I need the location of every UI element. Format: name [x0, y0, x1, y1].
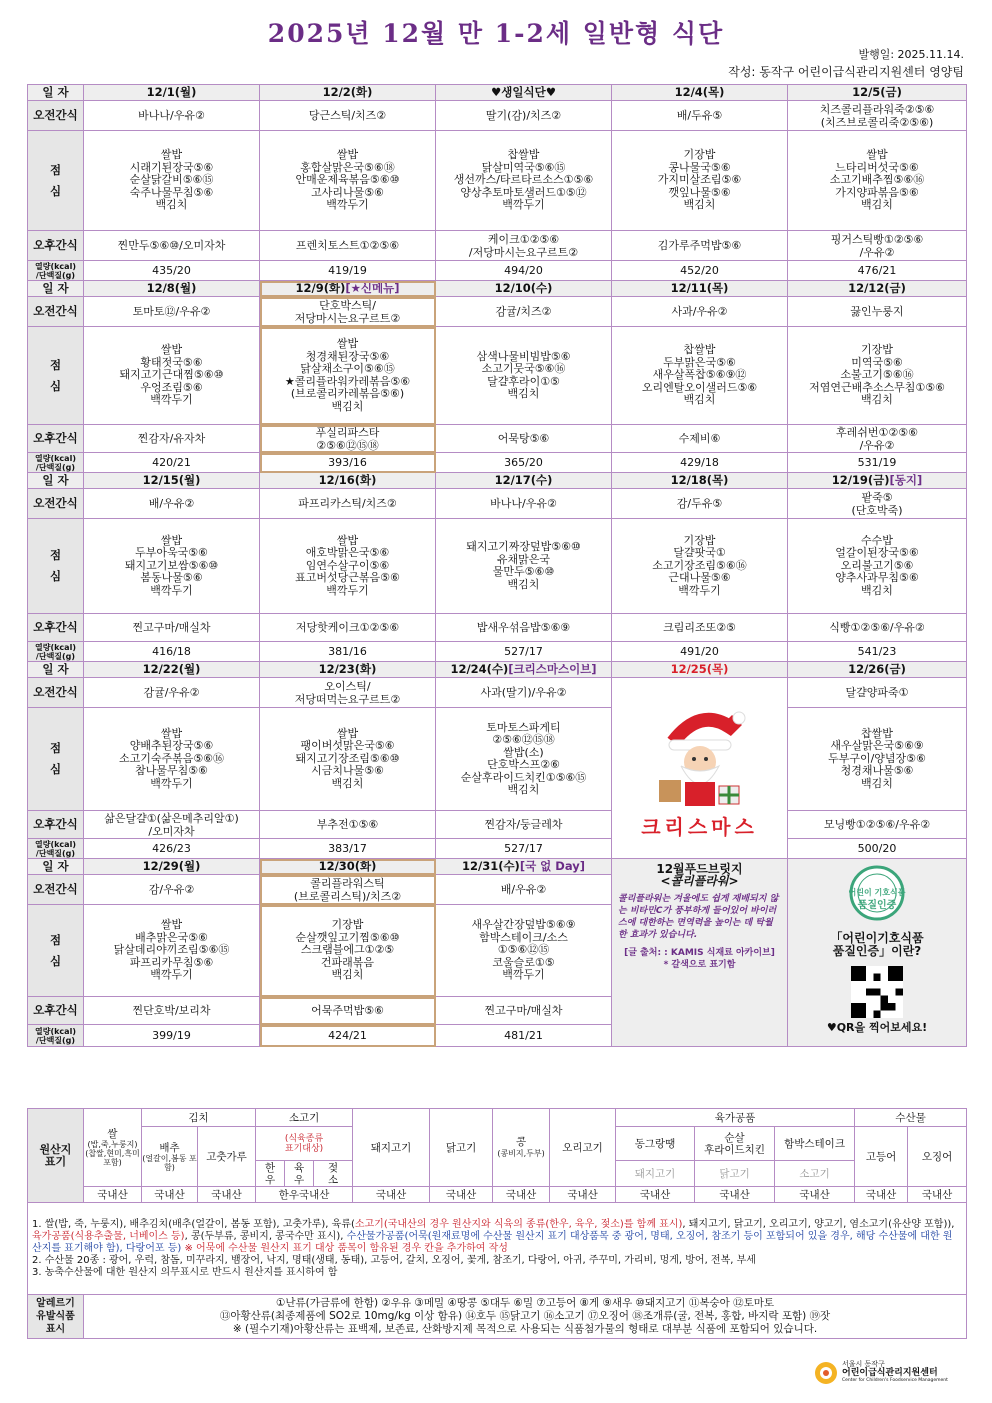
- lunch-menu: 기장밥 순살깻잎고기찜⑤⑥⑩ 스크램블에그①②⑤ 건파래볶음 백김치: [260, 905, 436, 997]
- day-label: 12/9(화): [295, 281, 346, 295]
- day-header: [788, 473, 967, 489]
- lunch-menu: 돼지고기짜장덮밥⑤⑥⑩ 유채맑은국 물만두⑤⑥⑩ 백김치: [436, 519, 612, 614]
- nutrition-value: 399/19: [84, 1025, 260, 1047]
- nutrition-value: 416/18: [84, 642, 260, 662]
- nutrition-value: 531/19: [788, 453, 967, 473]
- day-header: 12/15(월): [84, 473, 260, 489]
- lunch-menu: 쌀밥 두부아욱국⑤⑥ 돼지고기보쌈⑤⑥⑩ 봄동나물⑤⑥ 백깍두기: [84, 519, 260, 614]
- logo-english: Center for Children's Foodservice Management: [842, 1378, 948, 1383]
- origin-label: 원산지 표기: [28, 1109, 84, 1203]
- am-snack: 감/두유⑤: [612, 489, 788, 519]
- am-snack: 오이스틱/ 저당떠먹는요구르트②: [260, 678, 436, 708]
- nutrition-value: 424/21: [260, 1025, 436, 1047]
- pm-snack: 후레쉬번①②⑤⑥ /우유②: [788, 425, 967, 453]
- pm-snack: 어묵탕⑤⑥: [436, 425, 612, 453]
- bean-header: 콩 (콩비지,두부): [493, 1109, 550, 1187]
- food-bridge-note: * 갈색으로 표기함: [663, 960, 736, 970]
- row-label-am: 오전간식: [28, 875, 84, 905]
- pm-snack: 크림리조또②⑤: [612, 614, 788, 642]
- qr-hint: ♥QR을 찍어보세요!: [826, 1021, 928, 1034]
- row-label-day: 일 자: [28, 85, 84, 101]
- nutrition-value: 383/17: [260, 839, 436, 859]
- pm-snack: 저당핫케이크①②⑤⑥: [260, 614, 436, 642]
- origin-table: [27, 1108, 967, 1339]
- day-header: 12/1(월): [84, 85, 260, 101]
- row-label-day: 일 자: [28, 859, 84, 875]
- nutrition-value: 420/21: [84, 453, 260, 473]
- am-snack: 감귤/우유②: [84, 678, 260, 708]
- am-snack: 당근스틱/치즈②: [260, 101, 436, 131]
- day-label: 12/31(수): [461, 859, 520, 873]
- nutrition-value: 393/16: [260, 453, 436, 473]
- row-label-lunch: 점 심: [28, 131, 84, 231]
- row-label-lunch: 점 심: [28, 905, 84, 997]
- pm-snack: 찐감자/둥글레차: [436, 811, 612, 839]
- nutrition-value: 435/20: [84, 261, 260, 281]
- row-label-pm: 오후간식: [28, 614, 84, 642]
- squid-header: 오징어: [908, 1127, 967, 1187]
- fried-chicken-source: 닭고기: [695, 1161, 775, 1187]
- day-header: [436, 662, 612, 678]
- am-snack: 토마토⑫/우유②: [84, 297, 260, 327]
- row-label-pm: 오후간식: [28, 231, 84, 261]
- row-label-nut: 열량(kcal) /단백질(g): [28, 1025, 84, 1047]
- origin-value: 국내산: [198, 1187, 256, 1203]
- row-label-lunch: 점 심: [28, 327, 84, 425]
- cabbage-header: 배추 (얼갈이,봄동 포함): [142, 1127, 198, 1187]
- lunch-menu: 쌀밥 청경채된장국⑤⑥ 닭살채소구이⑤⑥⑮ ★콜리플라워카레볶음⑤⑥ (브로콜리카레볶음⑤⑥) 백김치: [260, 327, 436, 425]
- pm-snack: 삶은달걀①(삶은메추리알①) /오미자차: [84, 811, 260, 839]
- pm-snack: 케이크①②⑤⑥ /저당마시는요구르트②: [436, 231, 612, 261]
- cert-question-2: 품질인증」이란?: [832, 944, 922, 958]
- pm-snack: 찐고구마/매실차: [436, 997, 612, 1025]
- food-bridge-box: [612, 859, 788, 1047]
- donggrang-source: 돼지고기: [616, 1161, 695, 1187]
- food-bridge-title: 12월푸드브릿지: [656, 862, 743, 876]
- origin-value: 국내산: [84, 1187, 142, 1203]
- santa-illustration: [645, 702, 755, 812]
- pm-snack: 찐단호박/보리차: [84, 997, 260, 1025]
- chicken-header: 닭고기: [430, 1109, 493, 1187]
- day-header: [436, 859, 612, 875]
- origin-value: 국내산: [908, 1187, 967, 1203]
- am-snack: 배/우유②: [84, 489, 260, 519]
- row-label-am: 오전간식: [28, 101, 84, 131]
- day-header: 12/16(화): [260, 473, 436, 489]
- badge-text: 품질인증: [857, 900, 897, 911]
- am-snack: 감귤/치즈②: [436, 297, 612, 327]
- row-label-nut: 열량(kcal) /단백질(g): [28, 839, 84, 859]
- origin-value: 국내산: [142, 1187, 198, 1203]
- food-bridge-subtitle: <콜리플라워>: [660, 874, 739, 888]
- food-bridge-text: 콜리플라워는 겨울에도 쉽게 재배되지 않는 비타민C가 풍부하게 들어있어 바이러스에 대한하는 면역력을 높이는 데 탁월한 효과가 있습니다.: [618, 894, 779, 940]
- nutrition-value: 527/17: [436, 839, 612, 859]
- day-header: 12/10(수): [436, 281, 612, 297]
- pm-snack: 푸실리파스타 ②⑤⑥⑫⑮⑱: [260, 425, 436, 453]
- origin-value: 한우국내산: [256, 1187, 353, 1203]
- lunch-menu: 쌀밥 애호박맑은국⑤⑥ 임연수살구이⑤⑥ 표고버섯당근볶음⑤⑥ 백깍두기: [260, 519, 436, 614]
- day-header: 12/11(목): [612, 281, 788, 297]
- day-header: 12/22(월): [84, 662, 260, 678]
- row-label-nut: 열량(kcal) /단백질(g): [28, 453, 84, 473]
- pm-snack: 어묵주먹밥⑤⑥: [260, 997, 436, 1025]
- row-label-nut: 열량(kcal) /단백질(g): [28, 642, 84, 662]
- pork-header: 돼지고기: [353, 1109, 430, 1187]
- beef-header: 소고기: [256, 1109, 353, 1127]
- lunch-menu: 수수밥 얼갈이된장국⑤⑥ 오리불고기⑤⑥ 양추사과무침⑤⑥ 백김치: [788, 519, 967, 614]
- beef-sub-header: (식육종류 표기대상): [256, 1127, 353, 1161]
- nutrition-value: 426/23: [84, 839, 260, 859]
- pm-snack: 부추전①⑤⑥: [260, 811, 436, 839]
- hambak-source: 소고기: [775, 1161, 855, 1187]
- origin-value: 국내산: [550, 1187, 616, 1203]
- meat-products-header: 육가공품: [616, 1109, 855, 1127]
- nutrition-value: 541/23: [788, 642, 967, 662]
- pm-snack: 김가루주먹밥⑤⑥: [612, 231, 788, 261]
- row-label-day: 일 자: [28, 281, 84, 297]
- am-snack: 바나나/우유②: [436, 489, 612, 519]
- allergy-info: ①난류(가금류에 한함) ②우유 ③메밀 ④땅콩 ⑤대두 ⑥밀 ⑦고등어 ⑧게 ⑨새우 ⑩돼지고기 ⑪복숭아 ⑫토마토 ⑬아황산류(최종제품에 SO2로 10mg/kg 이상 함유) ⑭호두 ⑮닭고기 ⑯소고기 ⑰오징어 ⑱조개류(굴, 전복, 홍합, 바지락 포함) ⑲잣 ※ (필수기재)아황산류는 표백제, 보존료, 산화방지제 목적으로 사용되는 식품첨가물의 형태로 대부분 식품에 포함되어 있습니다.: [84, 1295, 967, 1339]
- christmas-cell: [612, 678, 788, 859]
- lunch-menu: 기장밥 미역국⑤⑥ 소불고기⑤⑥⑯ 저염연근배추소스무침①⑤⑥ 백김치: [788, 327, 967, 425]
- day-header: ♥생일식단♥: [436, 85, 612, 101]
- pm-snack: 찐만두⑤⑥⑩/오미자차: [84, 231, 260, 261]
- nutrition-value: 476/21: [788, 261, 967, 281]
- hambak-header: 함박스테이크: [775, 1127, 855, 1161]
- menu-table: [27, 84, 967, 1047]
- lunch-menu: 쌀밥 양배추된장국⑤⑥ 소고기숙주볶음⑤⑥⑯ 참나물무침⑤⑥ 백깍두기: [84, 708, 260, 811]
- nutrition-value: 365/20: [436, 453, 612, 473]
- day-header: [260, 281, 436, 297]
- lunch-menu: 찹쌀밥 닭살미역국⑤⑥⑮ 생선까스/타르타르소스①⑤⑥ 양상추토마토샐러드①⑤⑫ 백깍두기: [436, 131, 612, 231]
- qr-code-icon[interactable]: [851, 966, 903, 1018]
- lunch-menu: 찹쌀밥 새우살맑은국⑤⑥⑨ 두부구이/양념장⑤⑥ 청경채나물⑤⑥ 백김치: [788, 708, 967, 811]
- page-title: 2025년 12월 만 1-2세 일반형 식단: [267, 19, 725, 48]
- author-info: 작성: 동작구 어린이급식관리지원센터 영양팀: [728, 65, 964, 79]
- donggrang-header: 동그랑땡: [616, 1127, 695, 1161]
- lunch-menu: 찹쌀밥 두부맑은국⑤⑥ 새우살폭찹⑤⑥⑨⑫ 오리엔탈오이샐러드⑤⑥ 백김치: [612, 327, 788, 425]
- am-snack: 딸기(감)/치즈②: [436, 101, 612, 131]
- yukwoo-header: 육 우: [285, 1161, 314, 1187]
- pm-snack: 찐감자/유자차: [84, 425, 260, 453]
- row-label-am: 오전간식: [28, 678, 84, 708]
- day-tag: [동지]: [889, 473, 923, 487]
- row-label-pm: 오후간식: [28, 997, 84, 1025]
- lunch-menu: 기장밥 달걀팟국① 소고기장조림⑤⑥⑯ 근대나물⑤⑥ 백깍두기: [612, 519, 788, 614]
- row-label-pm: 오후간식: [28, 811, 84, 839]
- nutrition-value: 500/20: [788, 839, 967, 859]
- pm-snack: 식빵①②⑤⑥/우유②: [788, 614, 967, 642]
- am-snack: 사과/우유②: [612, 297, 788, 327]
- am-snack: 사과(딸기)/우유②: [436, 678, 612, 708]
- row-label-pm: 오후간식: [28, 425, 84, 453]
- nutrition-value: 491/20: [612, 642, 788, 662]
- origin-value: 국내산: [353, 1187, 430, 1203]
- day-tag: [국 없 Day]: [519, 859, 585, 873]
- kimchi-header: 김치: [142, 1109, 256, 1127]
- am-snack: 배/우유②: [436, 875, 612, 905]
- day-header: 12/2(화): [260, 85, 436, 101]
- christmas-label: 크리스마스: [641, 815, 758, 839]
- nutrition-value: 429/18: [612, 453, 788, 473]
- lunch-menu: 쌀밥 팽이버섯맑은국⑤⑥ 돼지고기장조림⑤⑥⑩ 시금치나물⑤⑥ 백김치: [260, 708, 436, 811]
- day-header: 12/26(금): [788, 662, 967, 678]
- hanwoo-header: 한 우: [256, 1161, 285, 1187]
- nutrition-value: 527/17: [436, 642, 612, 662]
- row-label-day: 일 자: [28, 662, 84, 678]
- center-logo: [812, 1360, 952, 1386]
- am-snack: 파프리카스틱/치즈②: [260, 489, 436, 519]
- origin-value: 국내산: [695, 1187, 775, 1203]
- pm-snack: 프렌치토스트①②⑤⑥: [260, 231, 436, 261]
- pm-snack: 찐고구마/매실차: [84, 614, 260, 642]
- nutrition-value: 419/19: [260, 261, 436, 281]
- day-header: 12/17(수): [436, 473, 612, 489]
- day-header: 12/23(화): [260, 662, 436, 678]
- am-snack: 달걀양파죽①: [788, 678, 967, 708]
- day-header: 12/5(금): [788, 85, 967, 101]
- issue-date: 발행일: 2025.11.14.: [858, 48, 964, 61]
- fried-chicken-header: 순살 후라이드치킨: [695, 1127, 775, 1161]
- day-tag: [크리스마스이브]: [508, 662, 597, 676]
- badge-sub: 어린이 기호식품: [848, 888, 906, 897]
- row-label-lunch: 점 심: [28, 519, 84, 614]
- dairy-header: 젖 소: [314, 1161, 353, 1187]
- origin-value: 국내산: [430, 1187, 493, 1203]
- center-logo-icon: [812, 1360, 842, 1386]
- logo-center-name: 어린이급식관리지원센터: [842, 1368, 938, 1378]
- row-label-am: 오전간식: [28, 297, 84, 327]
- origin-value: 국내산: [775, 1187, 855, 1203]
- pm-snack: 모닝빵①②⑤⑥/우유②: [788, 811, 967, 839]
- am-snack: 치즈콜리플라워죽②⑤⑥ (치즈브로콜리죽②⑤⑥): [788, 101, 967, 131]
- duck-header: 오리고기: [550, 1109, 616, 1187]
- pepper-header: 고춧가루: [198, 1127, 256, 1187]
- row-label-lunch: 점 심: [28, 708, 84, 811]
- day-label: 12/19(금): [831, 473, 890, 487]
- nutrition-value: 494/20: [436, 261, 612, 281]
- lunch-menu: 삼색나물비빔밥⑤⑥ 소고기뭇국⑤⑥⑯ 달걀후라이①⑤ 백김치: [436, 327, 612, 425]
- seafood-header: 수산물: [855, 1109, 967, 1127]
- am-snack: 감/우유②: [84, 875, 260, 905]
- lunch-menu: 토마토스파게티 ②⑤⑥⑫⑮⑱ 쌀밥(소) 단호박스프②⑥ 순살후라이드치킨①⑤⑥⑮ 백김치: [436, 708, 612, 811]
- lunch-menu: 쌀밥 느타리버섯국⑤⑥ 소고기배추찜⑤⑥⑯ 가지양파볶음⑤⑥ 백김치: [788, 131, 967, 231]
- day-header: 12/25(목): [612, 662, 788, 678]
- am-snack: 단호박스틱/ 저당마시는요구르트②: [260, 297, 436, 327]
- day-header: 12/8(월): [84, 281, 260, 297]
- certification-box: [788, 859, 967, 1047]
- am-snack: 콜리플라워스틱 (브로콜리스틱)/치즈②: [260, 875, 436, 905]
- day-header: 12/29(월): [84, 859, 260, 875]
- cert-question-1: 「어린이기호식품: [830, 931, 924, 945]
- food-bridge-source: [글 출처: : KAMIS 식재료 아카이브]: [624, 948, 775, 958]
- rice-header: 쌀 (밥,죽,누룽지) (찹쌀,현미,흑미 포함): [84, 1109, 142, 1187]
- pm-snack: 수제비⑥: [612, 425, 788, 453]
- logo-district: 서울시 동작구: [842, 1360, 885, 1368]
- am-snack: 끓인누룽지: [788, 297, 967, 327]
- row-label-am: 오전간식: [28, 489, 84, 519]
- am-snack: 배/두유⑤: [612, 101, 788, 131]
- lunch-menu: 쌀밥 시래기된장국⑤⑥ 순살닭갈비⑤⑥⑮ 숙주나물무침⑤⑥ 백김치: [84, 131, 260, 231]
- nutrition-value: 481/21: [436, 1025, 612, 1047]
- day-header: 12/18(목): [612, 473, 788, 489]
- origin-value: 국내산: [493, 1187, 550, 1203]
- day-header: 12/12(금): [788, 281, 967, 297]
- day-header: 12/30(화): [260, 859, 436, 875]
- am-snack: 바나나/우유②: [84, 101, 260, 131]
- pm-snack: 핑거스틱빵①②⑤⑥ /우유②: [788, 231, 967, 261]
- origin-value: 국내산: [616, 1187, 695, 1203]
- allergy-label: 알레르기 유발식품 표시: [28, 1295, 84, 1339]
- lunch-menu: 기장밥 콩나물국⑤⑥ 가지미살조림⑤⑥ 깻잎나물⑤⑥ 백김치: [612, 131, 788, 231]
- lunch-menu: 쌀밥 홍합살맑은국⑤⑥⑱ 안매운제육볶음⑤⑥⑩ 고사리나물⑤⑥ 백깍두기: [260, 131, 436, 231]
- pm-snack: 밥새우섞음밥⑤⑥⑨: [436, 614, 612, 642]
- day-header: 12/4(목): [612, 85, 788, 101]
- lunch-menu: 쌀밥 황태젓국⑤⑥ 돼지고기근대찜⑤⑥⑩ 우엉조림⑤⑥ 백깍두기: [84, 327, 260, 425]
- day-label: 12/24(수): [450, 662, 509, 676]
- nutrition-value: 381/16: [260, 642, 436, 662]
- origin-value: 국내산: [855, 1187, 908, 1203]
- row-label-day: 일 자: [28, 473, 84, 489]
- row-label-nut: 열량(kcal) /단백질(g): [28, 261, 84, 281]
- lunch-menu: 쌀밥 배추맑은국⑤⑥ 닭살데리야끼조림⑤⑥⑮ 파프리카무침⑤⑥ 백깍두기: [84, 905, 260, 997]
- origin-notes: 1. 쌀(밥, 죽, 누룽지), 배추김치(배추(얼갈이, 봄동 포함), 고춧가루), 육류(소고기(국내산의 경우 원산지와 식육의 종류(한우, 육우, 젖소)를 함께 표시), 돼지고기, 닭고기, 오리고기, 양고기, 염소고기(유산양 포함)), 육가공품(식용추출물, 너베이스 등), 콩(두부류, 콩비지, 콩국수만 표시), 수산물가공품(어묵(원재료명에 수산물 원산지 표기 대상품목 중 광어, 명태, 오징어, 참조기 등이 포함되어 있을 경우, 해당 수산물에 대한 원산지를 표기해야 함), 다랑어포 등) ※ 어묵에 수산물 원산지 표기 대상 품목이 함유된 경우 칸을 추가하여 작성 2. 수산물 20종 : 광어, 우럭, 참돔, 미꾸라지, 뱀장어, 낙지, 명태(생태, 동태), 고등어, 갈치, 오징어, 꽃게, 참조기, 다랑어, 아귀, 주꾸미, 가리비, 멍게, 방어, 전복, 부세 3. 농축수산물에 대한 원산지 의무표시로 반드시 원산지를 표시하여 함: [28, 1203, 967, 1295]
- mackerel-header: 고등어: [855, 1127, 908, 1187]
- am-snack: 팥죽⑤ (단호박죽): [788, 489, 967, 519]
- nutrition-value: 452/20: [612, 261, 788, 281]
- lunch-menu: 새우살간장덮밥⑤⑥⑨ 함박스테이크/소스 ①⑤⑥⑫⑮ 코울슬로①⑤ 백깍두기: [436, 905, 612, 997]
- day-tag: [★신메뉴]: [345, 281, 400, 295]
